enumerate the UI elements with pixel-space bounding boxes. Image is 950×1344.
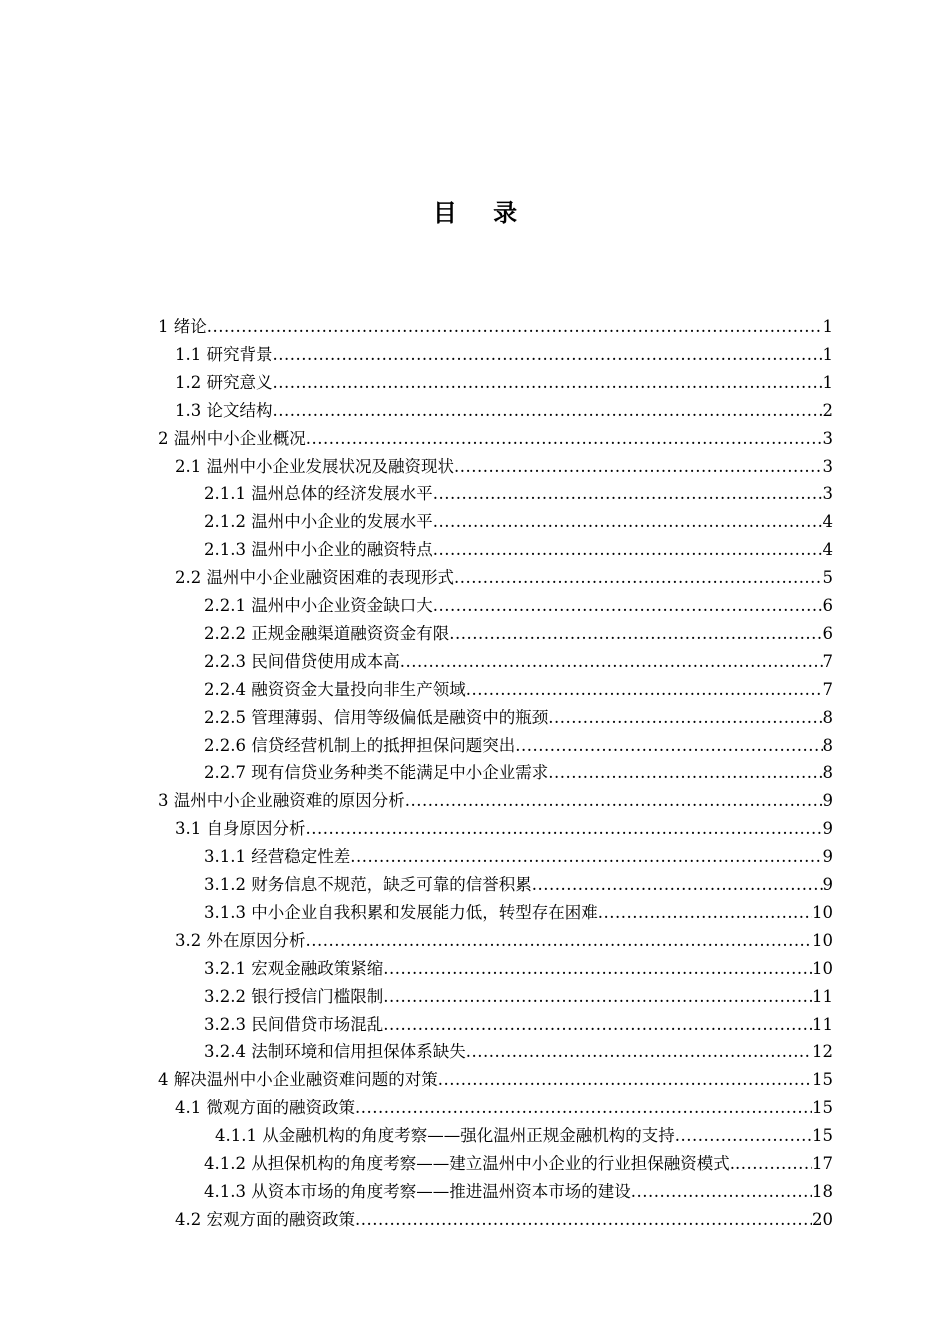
toc-leader-dots — [273, 369, 823, 397]
toc-entry-label: 2.2.6 信贷经营机制上的抵押担保问题突出 — [204, 735, 516, 755]
toc-entry-label: 2.2.3 民间借贷使用成本高 — [204, 651, 400, 671]
toc-entry[interactable] — [204, 620, 833, 648]
toc-entry-label: 3 温州中小企业融资难的原因分析 — [158, 791, 405, 811]
toc-entry-page: 7 — [822, 679, 833, 699]
toc-entry-page: 3 — [822, 456, 833, 476]
toc-entry-label: 2.2.2 正规金融渠道融资资金有限 — [204, 623, 450, 643]
toc-entry[interactable] — [215, 1122, 833, 1150]
toc-entry[interactable] — [175, 1206, 833, 1234]
toc-entry-label: 2.2.4 融资资金大量投向非生产领域 — [204, 679, 466, 699]
toc-leader-dots — [355, 1206, 812, 1234]
toc-leader-dots — [383, 1011, 812, 1039]
toc-entry-label: 1 绪论 — [158, 317, 207, 336]
toc-entry-label: 2.2 温州中小企业融资困难的表现形式 — [175, 568, 454, 588]
toc-entry[interactable] — [204, 704, 833, 732]
toc-entry-label: 4 解决温州中小企业融资难问题的对策 — [158, 1070, 438, 1090]
toc-leader-dots — [306, 927, 813, 955]
toc-entry-page: 8 — [822, 707, 833, 727]
toc-leader-dots — [273, 341, 823, 369]
toc-leader-dots — [631, 1178, 812, 1206]
toc-entry-label: 3.1.1 经营稳定性差 — [204, 847, 351, 867]
toc-entry[interactable] — [175, 1094, 833, 1122]
toc-entry-label: 2.1.1 温州总体的经济发展水平 — [204, 484, 433, 504]
toc-entry[interactable] — [204, 648, 833, 676]
toc-entry-page: 8 — [822, 763, 833, 783]
toc-leader-dots — [735, 1150, 812, 1178]
toc-entry[interactable] — [204, 983, 833, 1011]
toc-entry-label: 2.1 温州中小企业发展状况及融资现状 — [175, 456, 454, 476]
toc-entry-page: 17 — [812, 1154, 833, 1173]
toc-entry-label: 2.2.7 现有信贷业务种类不能满足中小企业需求 — [204, 763, 549, 783]
toc-entry-page: 9 — [822, 875, 833, 894]
toc-leader-dots — [515, 732, 822, 760]
toc-entry-page: 2 — [822, 400, 833, 420]
toc-entry-page: 1 — [822, 317, 833, 336]
toc-entry-label: 1.2 研究意义 — [175, 372, 273, 392]
toc-leader-dots — [350, 843, 822, 871]
toc-entry[interactable] — [204, 843, 833, 871]
toc-entry-page: 1 — [822, 344, 833, 364]
toc-leader-dots — [438, 1066, 812, 1094]
toc-entry-label: 4.1.2 从担保机构的角度考察——建立温州中小企业的行业担保融资模式. — [204, 1154, 735, 1173]
toc-leader-dots — [532, 871, 823, 899]
toc-entry-label: 2.1.3 温州中小企业的融资特点 — [204, 540, 433, 560]
toc-entry[interactable] — [204, 955, 833, 983]
toc-leader-dots — [466, 1038, 812, 1066]
toc-leader-dots — [400, 648, 823, 676]
toc-entry-label: 3.1 自身原因分析 — [175, 819, 306, 839]
toc-entry-page: 15 — [812, 1070, 833, 1090]
toc-entry-page: 5 — [822, 568, 833, 588]
toc-entry[interactable] — [204, 1011, 833, 1039]
toc-entry-page: 11 — [812, 1014, 833, 1034]
toc-entry-page: 8 — [822, 735, 833, 755]
toc-entry-label: 3.2.1 宏观金融政策紧缩 — [204, 958, 384, 978]
toc-entry[interactable] — [204, 508, 833, 536]
toc-entry[interactable] — [175, 564, 833, 592]
toc-leader-dots — [433, 508, 823, 536]
toc-leader-dots — [306, 425, 823, 453]
toc-leader-dots — [355, 1094, 812, 1122]
toc-entry[interactable] — [204, 732, 833, 760]
toc-entry-page: 18 — [812, 1181, 833, 1201]
toc-entry-page: 7 — [822, 651, 833, 671]
toc-leader-dots — [548, 759, 822, 787]
toc-leader-dots — [207, 313, 823, 341]
toc-entry-page: 6 — [822, 623, 833, 643]
toc-leader-dots — [449, 620, 822, 648]
toc-entry[interactable] — [204, 536, 833, 564]
toc-entry-page: 4 — [822, 540, 833, 560]
toc-entry-label: 2.2.5 管理薄弱、信用等级偏低是融资中的瓶颈 — [204, 707, 549, 727]
toc-entry[interactable] — [158, 425, 833, 453]
toc-entry-label: 1.3 论文结构 — [175, 400, 273, 420]
toc-entry-page: 1 — [822, 372, 833, 392]
toc-leader-dots — [405, 787, 823, 815]
toc-entry-label: 3.2.3 民间借贷市场混乱 — [204, 1014, 384, 1034]
toc-entry-label: 4.1.1 从金融机构的角度考察——强化温州正规金融机构的支持 — [215, 1126, 675, 1146]
toc-entry-label: 2.2.1 温州中小企业资金缺口大 — [204, 596, 433, 615]
toc-entry[interactable] — [204, 759, 833, 787]
toc-leader-dots — [273, 397, 823, 425]
toc-entry-label: 3.2.2 银行授信门槛限制 — [204, 986, 384, 1006]
toc-entry-label: 4.2 宏观方面的融资政策 — [175, 1209, 355, 1229]
toc-leader-dots — [433, 480, 823, 508]
toc-entry-page: 4 — [822, 512, 833, 532]
toc-leader-dots — [383, 983, 812, 1011]
toc-leader-dots — [433, 536, 823, 564]
toc-entry[interactable] — [175, 369, 833, 397]
toc-entry-label: 3.1.3 中小企业自我积累和发展能力低，转型存在困难 — [204, 902, 598, 922]
toc-entry-page: 10 — [812, 902, 833, 922]
toc-entry-page: 3 — [822, 428, 833, 448]
toc-entry[interactable] — [204, 1150, 833, 1178]
toc-entry-page: 11 — [812, 986, 833, 1006]
toc-entry-page: 9 — [822, 791, 833, 811]
toc-entry[interactable] — [204, 480, 833, 508]
toc-entry-page: 3 — [822, 484, 833, 504]
toc-entry[interactable] — [175, 815, 833, 843]
page-title: 目 录 — [432, 198, 532, 227]
toc-leader-dots — [466, 676, 823, 704]
toc-entry-page: 9 — [822, 847, 833, 867]
toc-entry-label: 4.1 微观方面的融资政策 — [175, 1098, 355, 1118]
toc-entry-page: 20 — [812, 1209, 833, 1229]
toc-leader-dots — [383, 955, 812, 983]
toc-entry[interactable] — [158, 313, 833, 341]
toc-entry-page: 10 — [812, 958, 833, 978]
toc-leader-dots — [675, 1122, 812, 1150]
toc-entry[interactable] — [158, 1066, 833, 1094]
toc-leader-dots — [454, 564, 823, 592]
toc-entry[interactable] — [175, 397, 833, 425]
toc-leader-dots — [454, 453, 823, 481]
toc-entry-label: 3.2.4 法制环境和信用担保体系缺失 — [204, 1042, 466, 1062]
toc-entry[interactable] — [204, 676, 833, 704]
toc-entry-page: 15 — [812, 1098, 833, 1118]
toc-entry-page: 10 — [812, 930, 833, 950]
toc-entry[interactable] — [175, 341, 833, 369]
toc-entry-page: 12 — [812, 1042, 833, 1062]
toc-entry[interactable] — [175, 927, 833, 955]
toc-entry[interactable] — [204, 1178, 833, 1206]
toc-entry-label: 2.1.2 温州中小企业的发展水平 — [204, 512, 433, 532]
toc-entry-page: 9 — [822, 819, 833, 839]
toc-entry-label: 1.1 研究背景 — [175, 344, 273, 364]
toc-entry[interactable] — [204, 592, 833, 620]
toc-entry[interactable] — [204, 1038, 833, 1066]
toc-leader-dots — [548, 704, 822, 732]
toc-entry-page: 15 — [812, 1126, 833, 1146]
toc-entry-label: 3.2 外在原因分析 — [175, 930, 306, 950]
toc-entry-label: 4.1.3 从资本市场的角度考察——推进温州资本市场的建设 — [204, 1181, 631, 1201]
toc-entry-page: 6 — [822, 596, 833, 615]
toc-entry[interactable] — [175, 453, 833, 481]
toc-entry[interactable] — [158, 787, 833, 815]
toc-entry[interactable] — [204, 871, 833, 899]
toc-leader-dots — [306, 815, 823, 843]
toc-entry-label: 3.1.2 财务信息不规范，缺乏可靠的信誉积累 — [204, 875, 532, 894]
toc-leader-dots — [598, 899, 812, 927]
toc-leader-dots — [433, 592, 823, 620]
toc-entry[interactable] — [204, 899, 833, 927]
toc-entry-label: 2 温州中小企业概况 — [158, 428, 306, 448]
